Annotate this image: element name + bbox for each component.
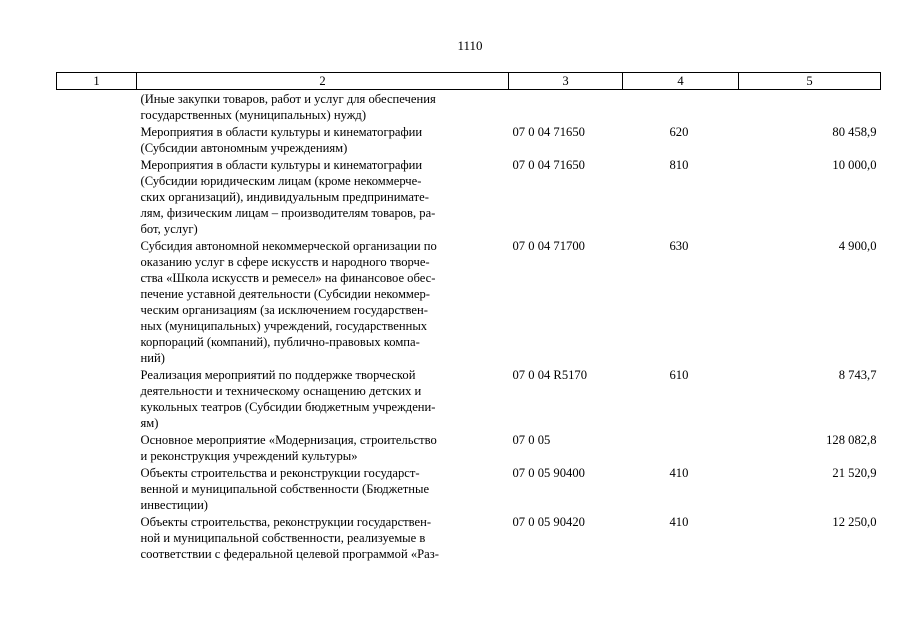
row-name-cell [137,123,509,156]
row-amount-cell: 12 250,0 [832,515,877,529]
row-amount-cell: 10 000,0 [832,158,877,172]
row-name-cell [137,237,509,366]
row-name-line: Объекты строительства и реконструкции государст- [140,466,420,480]
row-name-line: ний) [140,351,165,365]
row-number-cell [57,513,137,562]
row-name-line: Реализация мероприятий по поддержке творческой [140,368,416,382]
table-row [57,90,881,124]
row-name-line: Субсидия автономной некоммерческой организации по [140,239,437,253]
row-code-cell: 07 0 04 71650 [512,125,585,139]
row-type-cell: 410 [669,515,689,529]
row-name-line: Основное мероприятие «Модернизация, строительство [140,433,437,447]
row-name-cell [137,366,509,431]
row-amount-cell: 4 900,0 [838,239,877,253]
row-type-cell [623,90,739,124]
row-name-line: ной и муниципальной собственности, реализуемые в [140,531,426,545]
table-row [57,123,881,156]
row-type-cell: 630 [669,239,689,253]
table-row [57,464,881,513]
row-type-cell [623,431,739,464]
table-row [57,237,881,366]
row-number-cell [57,464,137,513]
row-amount-cell: 8 743,7 [838,368,877,382]
header-row [57,73,881,90]
row-name-cell [137,156,509,237]
row-name-line: лям, физическим лицам – производителям товаров, ра- [140,206,436,220]
row-name-line: соответствии с федеральной целевой программой «Раз- [140,547,439,561]
row-name-line: деятельности и техническому оснащению детских и [140,384,422,398]
page-number: 1110 [457,38,483,53]
header-col-1: 1 [57,73,137,90]
row-name-line: бот, услуг) [140,222,198,236]
header-col-4: 4 [623,73,739,90]
row-name-line: кукольных театров (Субсидии бюджетным учреждени- [140,400,436,414]
table-row [57,513,881,562]
row-amount-cell: 21 520,9 [832,466,877,480]
row-name-line: Мероприятия в области культуры и кинематографии [140,158,423,172]
row-name-line: Мероприятия в области культуры и кинематографии [140,125,423,139]
header-col-5: 5 [739,73,881,90]
row-number-cell [57,366,137,431]
row-name-line: печение уставной деятельности (Субсидии некоммер- [140,287,430,301]
row-type-cell: 410 [669,466,689,480]
row-name-line: (Субсидии автономным учреждениям) [140,141,348,155]
header-col-2: 2 [137,73,509,90]
row-number-cell [57,237,137,366]
budget-table [56,72,881,562]
row-name-line: (Иные закупки товаров, работ и услуг для обеспечения [140,92,436,106]
row-number-cell [57,90,137,124]
row-amount-cell [739,90,881,124]
table-row [57,431,881,464]
row-code-cell: 07 0 05 90420 [512,515,585,529]
row-number-cell [57,156,137,237]
row-name-line: инвестиции) [140,498,209,512]
row-name-line: ства «Школа искусств и ремесел» на финансовое обес- [140,271,436,285]
row-name-line: оказанию услуг в сфере искусств и народного творче- [140,255,430,269]
row-amount-cell: 128 082,8 [826,433,877,447]
row-code-cell: 07 0 04 R5170 [512,368,588,382]
row-name-cell [137,513,509,562]
table-row [57,366,881,431]
table-row [57,156,881,237]
row-number-cell [57,431,137,464]
row-code-cell: 07 0 04 71650 [512,158,585,172]
row-name-line: ных (муниципальных) учреждений, государственных [140,319,428,333]
row-type-cell: 810 [669,158,689,172]
row-name-line: ских организаций), индивидуальным предпринимате- [140,190,429,204]
row-name-line: венной и муниципальной собственности (Бюджетные [140,482,430,496]
row-type-cell: 620 [669,125,689,139]
row-type-cell: 610 [669,368,689,382]
row-amount-cell: 80 458,9 [832,125,877,139]
row-name-cell [137,90,509,124]
row-name-cell [137,431,509,464]
header-col-3: 3 [509,73,623,90]
row-name-line: Объекты строительства, реконструкции государствен- [140,515,432,529]
row-number-cell [57,123,137,156]
row-name-line: корпораций (компаний), публично-правовых компа- [140,335,420,349]
row-name-line: государственных (муниципальных) нужд) [140,108,367,122]
row-code-cell: 07 0 05 [512,433,551,447]
row-name-line: ческим организациям (за исключением государствен- [140,303,428,317]
row-name-cell [137,464,509,513]
row-name-line: (Субсидии юридическим лицам (кроме некоммерче- [140,174,422,188]
row-code-cell: 07 0 05 90400 [512,466,585,480]
row-name-line: и реконструкция учреждений культуры» [140,449,358,463]
row-code-cell [509,90,623,124]
row-name-line: ям) [140,416,159,430]
row-code-cell: 07 0 04 71700 [512,239,585,253]
